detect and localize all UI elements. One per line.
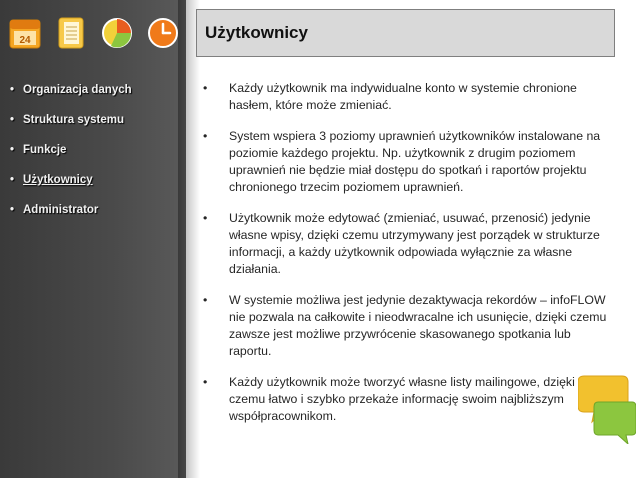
app-icons <box>8 16 180 50</box>
list-item: • W systemie możliwa jest jedynie dezaktywacja rekordów – infoFLOW nie pozwala na całkowite i nieodwracalne ich usunięcie, dzięki czemu zawsze jest możliwe przywrócenie skasowanego spotkania lub raportu. <box>203 292 613 360</box>
calendar-icon[interactable] <box>8 16 42 50</box>
sidebar-item-organizacja-danych[interactable] <box>10 84 182 114</box>
sidebar-shadow <box>178 0 200 478</box>
sidebar-item-funkcje[interactable] <box>10 144 182 174</box>
notebook-icon[interactable] <box>54 16 88 50</box>
page-title: Użytkownicy <box>205 23 308 42</box>
sidebar-item-label: Użytkownicy <box>23 174 93 186</box>
title-box <box>196 9 615 57</box>
content-list <box>203 80 613 439</box>
chat-bubbles-icon <box>578 372 636 444</box>
sidebar-item-label: Administrator <box>23 204 99 216</box>
list-item: • Każdy użytkownik może tworzyć własne listy mailingowe, dzięki czemu łatwo i szybko przekaże informację swoim najbliższym współpracownikom. <box>203 374 613 425</box>
clock-icon[interactable] <box>146 16 180 50</box>
sidebar <box>0 0 186 478</box>
list-item: • Każdy użytkownik ma indywidualne konto w systemie chronione hasłem, które może zmieniać. <box>203 80 613 114</box>
sidebar-item-uzytkownicy[interactable] <box>10 174 182 204</box>
sidebar-item-label: Organizacja danych <box>23 84 132 96</box>
list-item: • Użytkownik może edytować (zmieniać, usuwać, przenosić) jedynie własne wpisy, dzięki czemu utrzymywany jest porządek w strukturze informacji, a każdy użytkownik odpowiada wyłącznie za własne działania. <box>203 210 613 278</box>
list-item: • System wspiera 3 poziomy uprawnień użytkowników instalowane na poziomie każdego projektu. Np. użytkownik z drugim poziomem uprawnień nie będzie miał dostępu do spotkań i raportów projektu chronionego trzecim poziomem uprawnień. <box>203 128 613 196</box>
pie-chart-icon[interactable] <box>100 16 134 50</box>
sidebar-item-label: Funkcje <box>23 144 67 156</box>
sidebar-item-label: Struktura systemu <box>23 114 124 126</box>
sidebar-item-struktura-systemu[interactable] <box>10 114 182 144</box>
sidebar-item-administrator[interactable] <box>10 204 182 234</box>
calendar-day: 24 <box>19 35 31 46</box>
sidebar-nav <box>10 84 182 234</box>
